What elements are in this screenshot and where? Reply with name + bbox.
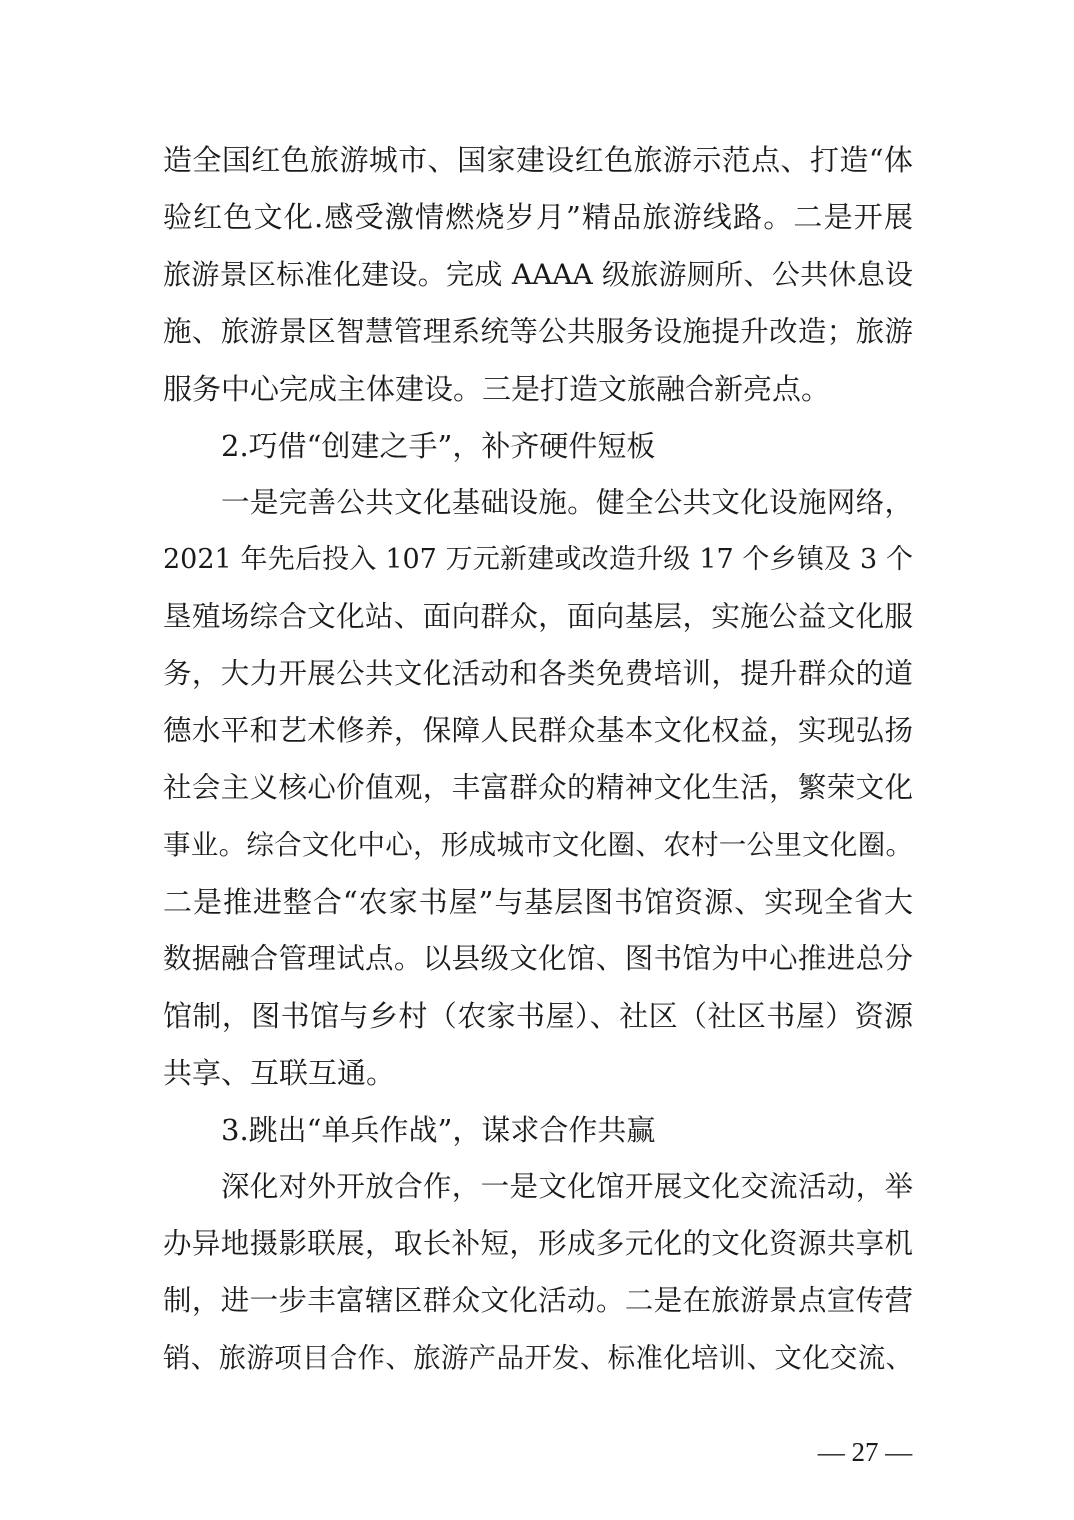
text-line: 德水平和艺术修养，保障人民群众基本文化权益，实现弘扬 xyxy=(163,714,913,747)
text-line: 一是完善公共文化基础设施。健全公共文化设施网络， xyxy=(221,486,913,519)
text-line: 垦殖场综合文化站、面向群众，面向基层，实施公益文化服 xyxy=(163,600,913,633)
text-line: 验红色文化.感受激情燃烧岁月”精品旅游线路。二是开展 xyxy=(163,200,913,234)
text-line: 施、旅游景区智慧管理系统等公共服务设施提升改造；旅游 xyxy=(163,315,913,348)
text-line: 2021 年先后投入 107 万元新建或改造升级 17 个乡镇及 3 个 xyxy=(163,544,913,575)
text-line: 销、旅游项目合作、旅游产品开发、标准化培训、文化交流、 xyxy=(163,1342,913,1374)
text-line: 制，进一步丰富辖区群众文化活动。二是在旅游景点宣传营 xyxy=(163,1284,913,1317)
text-line: 旅游景区标准化建设。完成 AAAA 级旅游厕所、公共休息设 xyxy=(163,258,913,291)
text-line: 务，大力开展公共文化活动和各类免费培训，提升群众的道 xyxy=(163,657,913,690)
section-heading-3: 3.跳出“单兵作战”，谋求合作共赢 xyxy=(221,1113,656,1147)
text-line: 事业。综合文化中心，形成城市文化圈、农村一公里文化圈。 xyxy=(163,829,913,861)
text-line: 服务中心完成主体建设。三是打造文旅融合新亮点。 xyxy=(163,372,831,406)
text-line: 办异地摄影联展，取长补短，形成多元化的文化资源共享机 xyxy=(163,1227,913,1260)
text-line: 二是推进整合“农家书屋”与基层图书馆资源、实现全省大 xyxy=(163,885,913,919)
section-heading-2: 2.巧借“创建之手”，补齐硬件短板 xyxy=(221,429,656,463)
text-line: 数据融合管理试点。以县级文化馆、图书馆为中心推进总分 xyxy=(163,942,913,975)
text-line: 共享、互联互通。 xyxy=(163,1056,396,1090)
page-number: — 27 — xyxy=(817,1437,913,1467)
text-line: 深化对外开放合作，一是文化馆开展文化交流活动，举 xyxy=(221,1170,913,1203)
text-line: 社会主义核心价值观，丰富群众的精神文化生活，繁荣文化 xyxy=(163,771,913,804)
text-line: 造全国红色旅游城市、国家建设红色旅游示范点、打造“体 xyxy=(163,143,913,177)
text-line: 馆制，图书馆与乡村（农家书屋）、社区（社区书屋）资源 xyxy=(163,999,913,1033)
